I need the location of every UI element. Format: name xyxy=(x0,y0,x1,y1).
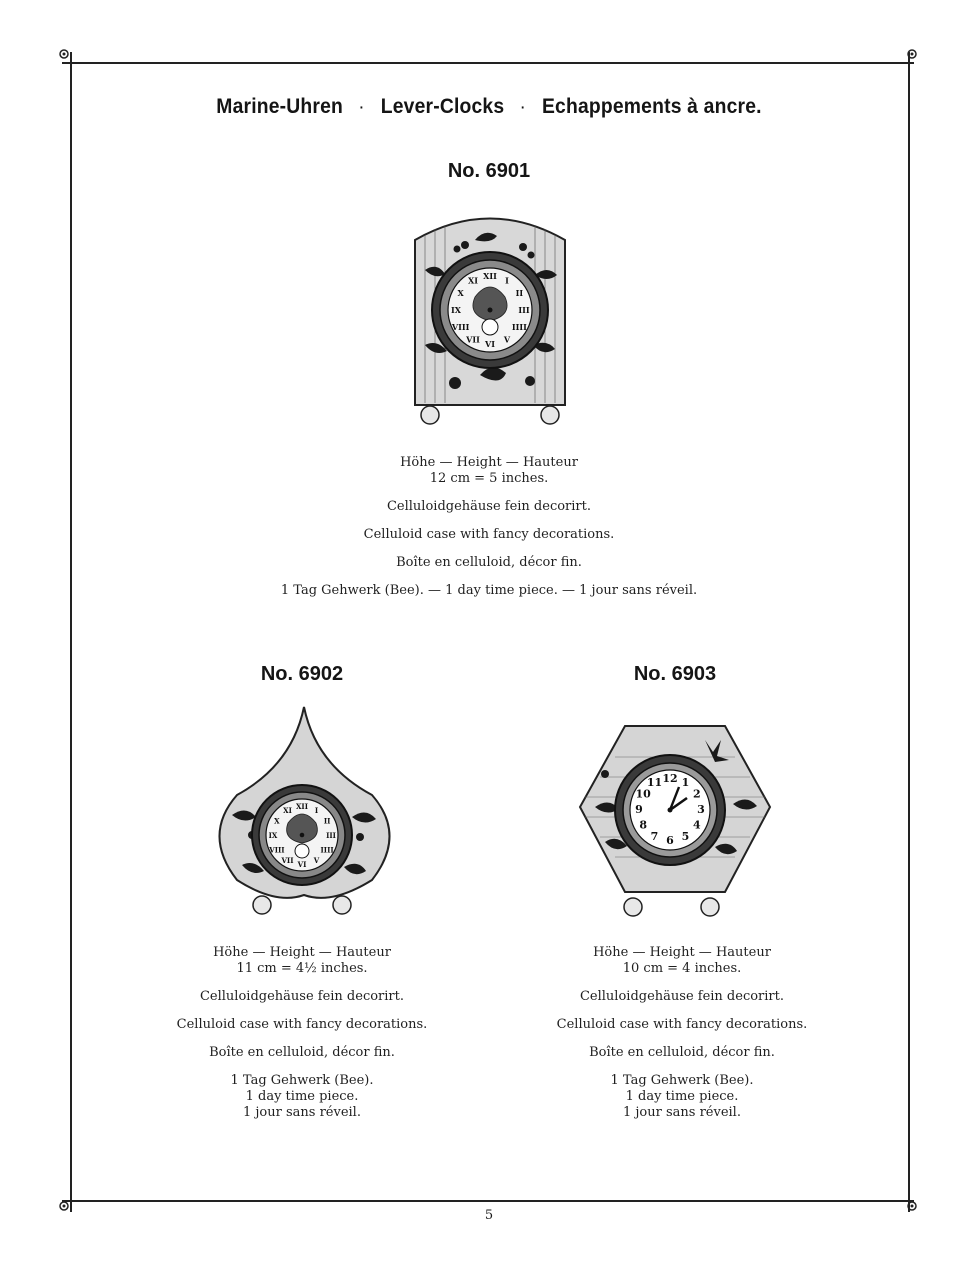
dial-6902-numeral: III xyxy=(326,831,336,840)
movement-german: 1 Tag Gehwerk (Bee). xyxy=(230,1073,374,1088)
clock-6903-illustration xyxy=(575,722,775,917)
dial-6902-numeral: VII xyxy=(281,856,294,866)
heading-separator: · xyxy=(520,99,526,116)
dial-6903-numeral: 2 xyxy=(692,787,701,801)
frame-top-line xyxy=(62,62,914,64)
movement-french: 1 jour sans réveil. xyxy=(243,1105,361,1120)
dial-6901-numeral: X xyxy=(457,288,464,298)
dial-6901-numeral: XI xyxy=(468,275,478,286)
case-description-german: Celluloidgehäuse fein decorirt. xyxy=(199,989,405,1004)
dial-6901-numeral: III xyxy=(518,305,530,315)
heading-french: Echappements à ancre. xyxy=(541,95,762,118)
movement-english: 1 day time piece. xyxy=(245,1089,359,1104)
clock-6902-specs xyxy=(152,945,452,1121)
dial-6903-numeral: 12 xyxy=(662,772,678,785)
dial-6902-numeral: II xyxy=(323,816,331,826)
height-value: 10 cm = 4 inches. xyxy=(622,961,742,976)
clock-6901-illustration xyxy=(405,205,575,430)
dial-6903-numeral: 11 xyxy=(646,776,663,790)
dial-6901-numeral: V xyxy=(503,334,511,345)
dial-6902-numeral: V xyxy=(313,856,320,866)
dial-6902-numeral: IIII xyxy=(320,845,334,855)
dial-6902-numeral: VIII xyxy=(269,845,285,855)
corner-ornament-icon xyxy=(904,46,920,62)
dial-6901-numeral: IX xyxy=(451,305,461,315)
dial-6903-numeral: 7 xyxy=(650,829,659,843)
height-label: Höhe — Height — Hauteur xyxy=(213,945,391,960)
dial-6902-numeral: XI xyxy=(283,805,292,815)
dial-6901-numeral: II xyxy=(515,288,524,298)
dial-6901-numeral: VIII xyxy=(451,322,470,332)
case-description-german: Celluloidgehäuse fein decorirt. xyxy=(579,989,785,1004)
movement-german: 1 Tag Gehwerk (Bee). xyxy=(610,1073,754,1088)
movement-english: 1 day time piece. xyxy=(625,1089,739,1104)
frame-left-line xyxy=(70,52,72,1212)
movement-description: 1 Tag Gehwerk (Bee). — 1 day time piece. — 1 jour sans réveil. xyxy=(280,583,698,598)
dial-6903-numeral: 1 xyxy=(681,776,690,790)
clock-6902-illustration xyxy=(212,705,397,920)
height-label: Höhe — Height — Hauteur xyxy=(400,455,578,470)
page-heading xyxy=(39,95,939,119)
case-description-english: Celluloid case with fancy decorations. xyxy=(176,1017,428,1032)
case-description-english: Celluloid case with fancy decorations. xyxy=(363,527,615,542)
height-label: Höhe — Height — Hauteur xyxy=(593,945,771,960)
dial-6902-numeral: VI xyxy=(297,860,307,869)
model-number-6901: No. 6901 xyxy=(447,160,531,182)
dial-6902-numeral: IX xyxy=(268,831,278,840)
case-description-french: Boîte en celluloid, décor fin. xyxy=(396,555,582,570)
heading-english: Lever-Clocks xyxy=(380,95,505,118)
model-number-6902: No. 6902 xyxy=(260,663,344,685)
dial-6902-numeral: XII xyxy=(296,802,308,811)
dial-6903-numeral: 4 xyxy=(692,818,701,832)
model-number-6903: No. 6903 xyxy=(633,663,717,685)
case-description-german: Celluloidgehäuse fein decorirt. xyxy=(386,499,592,514)
dial-6901-numeral: VI xyxy=(485,339,495,349)
clock-6901-specs xyxy=(189,455,789,599)
frame-right-line xyxy=(908,52,910,1212)
dial-6903-numeral: 10 xyxy=(635,787,651,801)
corner-ornament-icon xyxy=(56,46,72,62)
clock-6903-specs xyxy=(522,945,842,1121)
dial-6902-numeral: I xyxy=(314,805,319,815)
dial-6903-numeral: 9 xyxy=(635,803,643,816)
case-description-english: Celluloid case with fancy decorations. xyxy=(556,1017,808,1032)
dial-6903-numeral: 8 xyxy=(639,818,648,832)
dial-6901-numeral: XII xyxy=(483,271,497,281)
height-value: 12 cm = 5 inches. xyxy=(429,471,549,486)
movement-french: 1 jour sans réveil. xyxy=(623,1105,741,1120)
page-number: 5 xyxy=(484,1208,494,1223)
dial-6903-numeral: 5 xyxy=(681,829,690,843)
dial-6903-numeral: 6 xyxy=(666,834,674,847)
dial-6901-numeral: I xyxy=(505,275,509,286)
heading-german: Marine-Uhren xyxy=(216,95,344,118)
frame-bottom-line xyxy=(62,1200,914,1202)
case-description-french: Boîte en celluloid, décor fin. xyxy=(209,1045,395,1060)
case-description-french: Boîte en celluloid, décor fin. xyxy=(589,1045,775,1060)
dial-6902-numeral: X xyxy=(274,816,280,826)
height-value: 11 cm = 4½ inches. xyxy=(236,961,368,976)
dial-6901-numeral: IIII xyxy=(511,322,527,332)
dial-6903-numeral: 3 xyxy=(697,803,705,816)
heading-separator: · xyxy=(359,99,365,116)
dial-6901-numeral: VII xyxy=(466,334,480,345)
